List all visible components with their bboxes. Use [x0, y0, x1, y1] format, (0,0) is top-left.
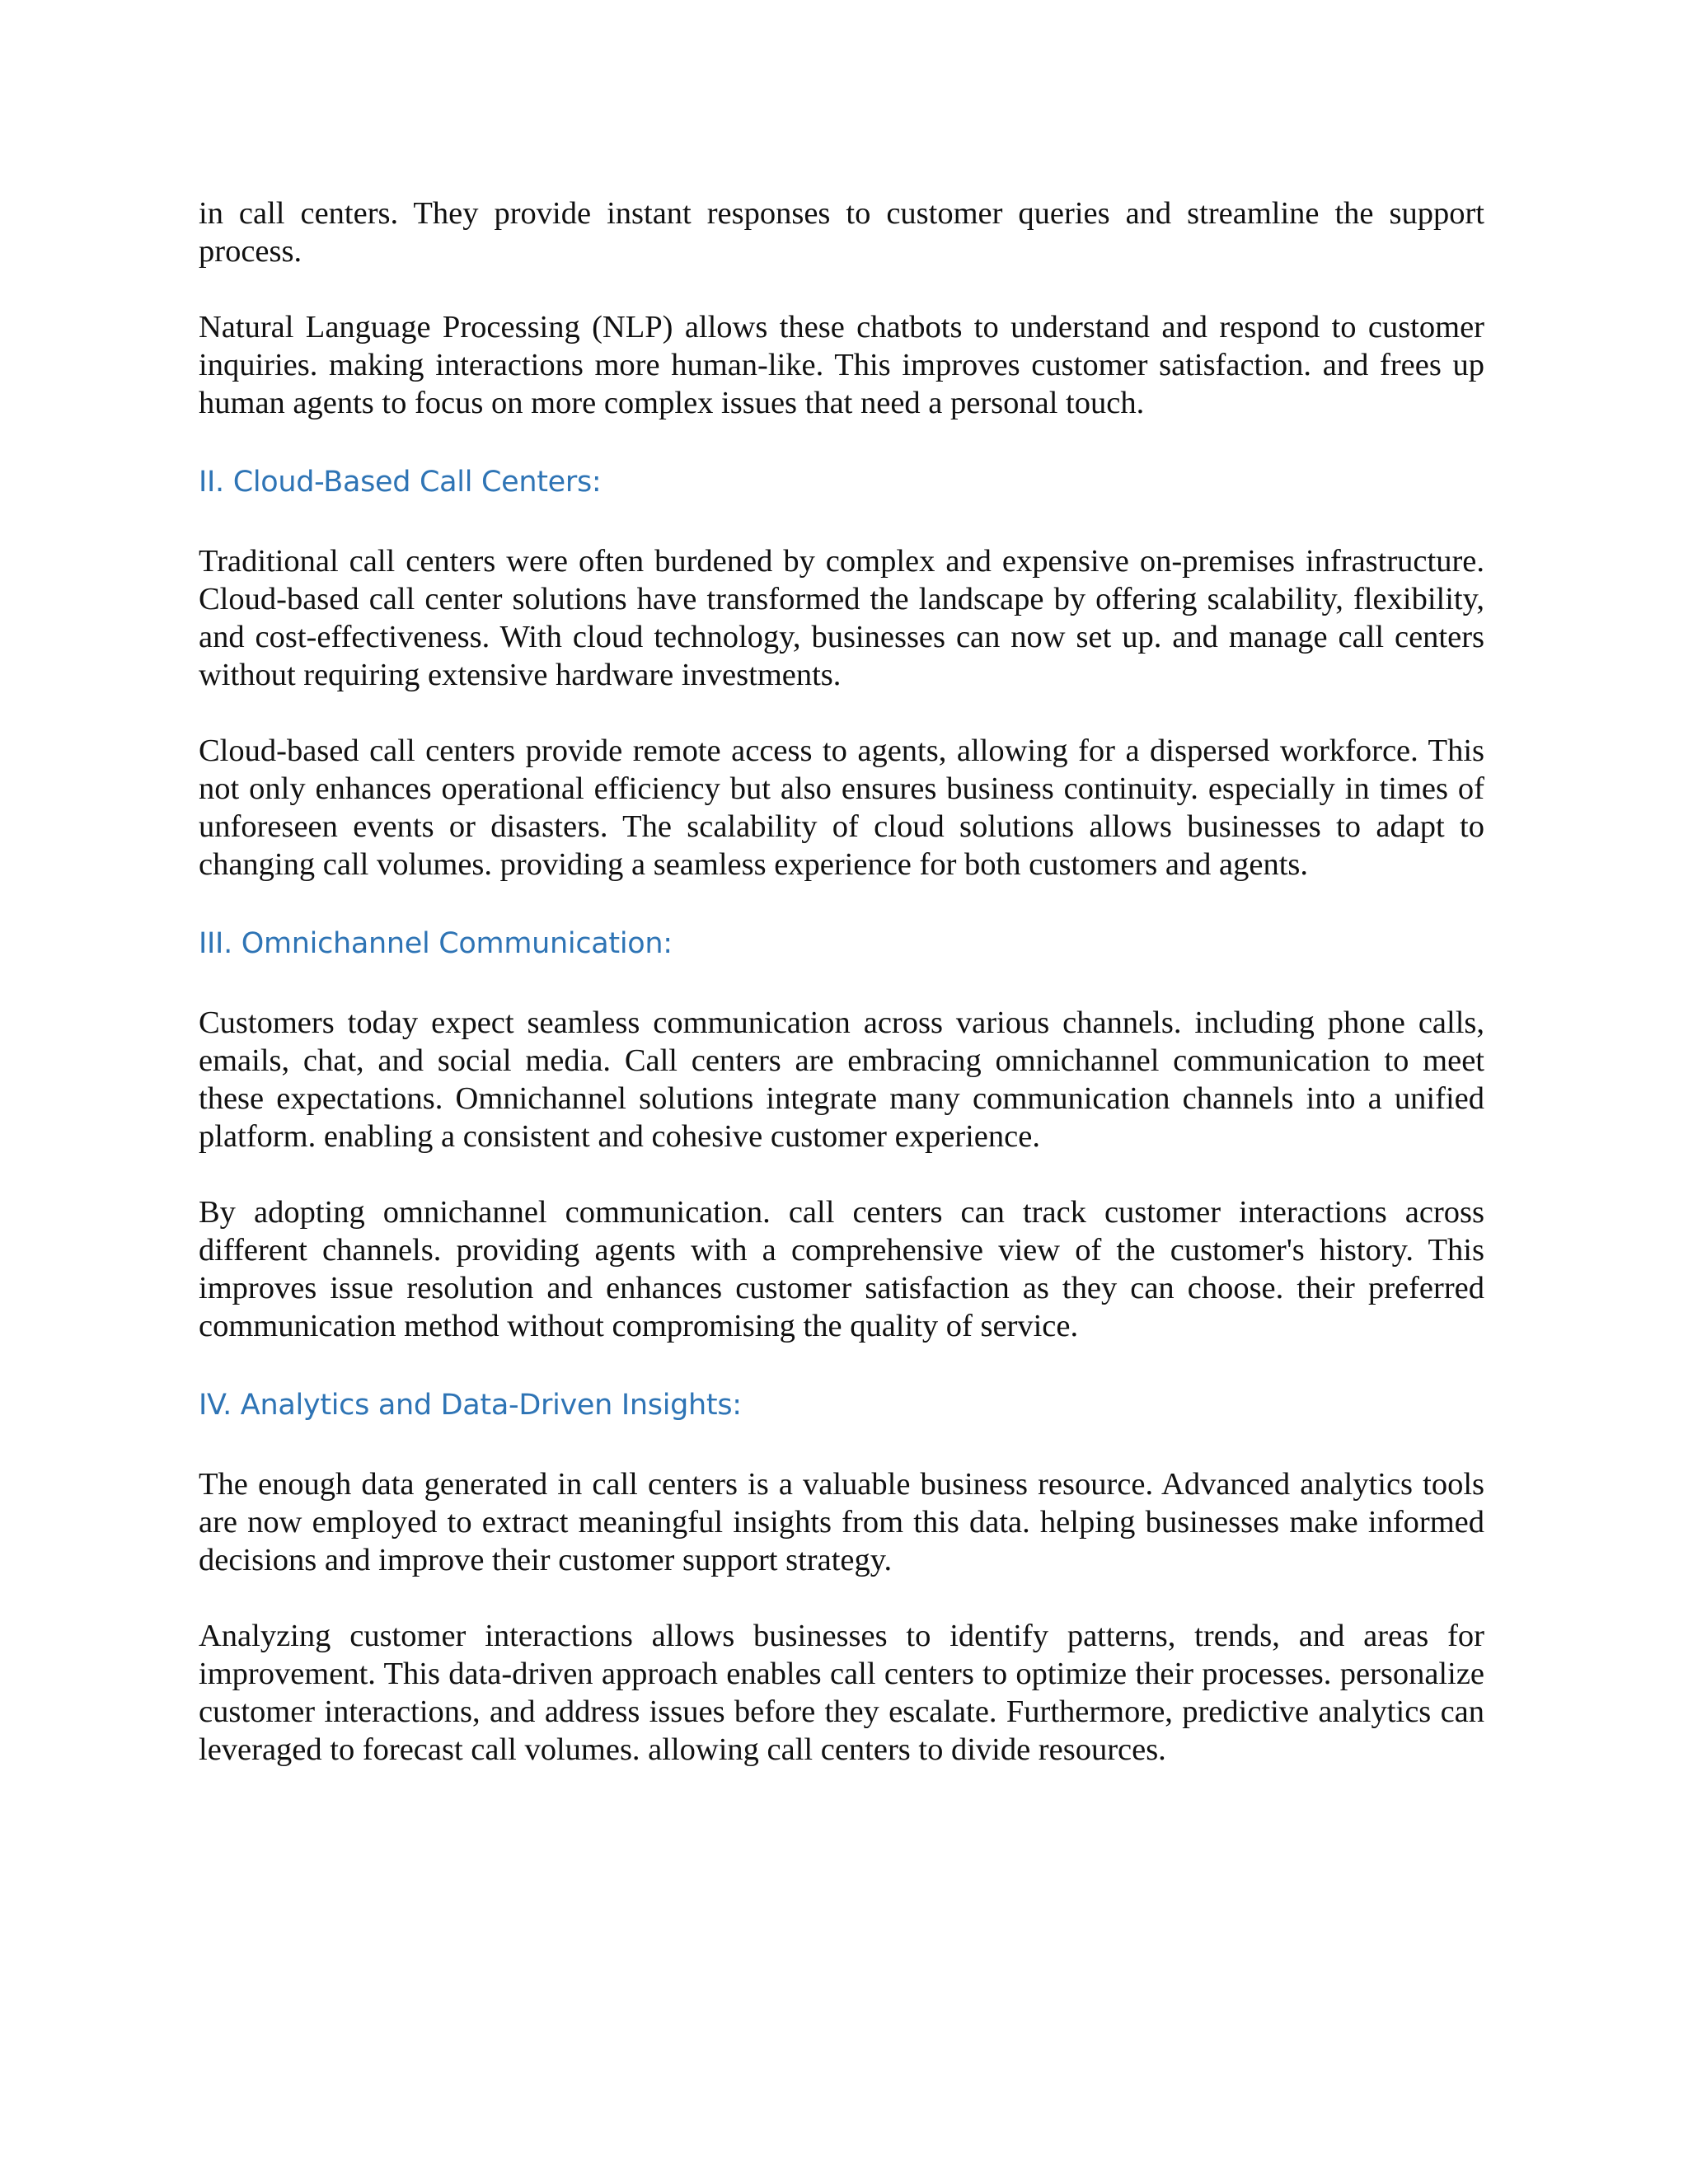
cloud-paragraph-1: Traditional call centers were often burdened by complex and expensive on-premises infrastructure. Cloud-based call center solutions have transformed the landscape by offering scalability, flexibility, and cost-effectiveness. With cloud technology, businesses can now set up. and manage call centers without requiring extensive hardware investments.	[199, 544, 1484, 692]
omnichannel-paragraph-1: Customers today expect seamless communication across various channels. including phone calls, emails, chat, and social media. Call centers are embracing omnichannel communication to meet these expectations. Omnichannel solutions integrate many communication channels into a unified platform. enabling a consistent and cohesive customer experience.	[199, 1005, 1484, 1154]
omnichannel-paragraph-2: By adopting omnichannel communication. call centers can track customer interactions across different channels. providing agents with a comprehensive view of the customer's history. This improves issue resolution and enhances customer satisfaction as they can choose. their preferred communication method without compromising the quality of service.	[199, 1195, 1484, 1343]
analytics-paragraph-1: The enough data generated in call centers is a valuable business resource. Advanced analytics tools are now employed to extract meaningful insights from this data. helping businesses make informed decisions and improve their customer support strategy.	[199, 1467, 1484, 1577]
cloud-paragraph-2: Cloud-based call centers provide remote access to agents, allowing for a dispersed workforce. This not only enhances operational efficiency but also ensures business continuity. especially in times of unforeseen events or disasters. The scalability of cloud solutions allows businesses to adapt to changing call volumes. providing a seamless experience for both customers and agents.	[199, 733, 1484, 882]
document-body	[199, 194, 1484, 1769]
section-heading-cloud: II. Cloud-Based Call Centers:	[199, 466, 602, 499]
analytics-paragraph-2: Analyzing customer interactions allows businesses to identify patterns, trends, and areas for improvement. This data-driven approach enables call centers to optimize their processes. personalize customer interactions, and address issues before they escalate. Furthermore, predictive analytics can leveraged to forecast call volumes. allowing call centers to divide resources.	[199, 1619, 1484, 1767]
intro-paragraph-2: Natural Language Processing (NLP) allows these chatbots to understand and respond to customer inquiries. making interactions more human-like. This improves customer satisfaction. and frees up human agents to focus on more complex issues that need a personal touch.	[199, 310, 1484, 420]
intro-paragraph-1: in call centers. They provide instant responses to customer queries and streamline the support process.	[199, 196, 1484, 269]
section-heading-omnichannel: III. Omnichannel Communication:	[199, 927, 673, 960]
section-heading-analytics: IV. Analytics and Data-Driven Insights:	[199, 1389, 742, 1422]
